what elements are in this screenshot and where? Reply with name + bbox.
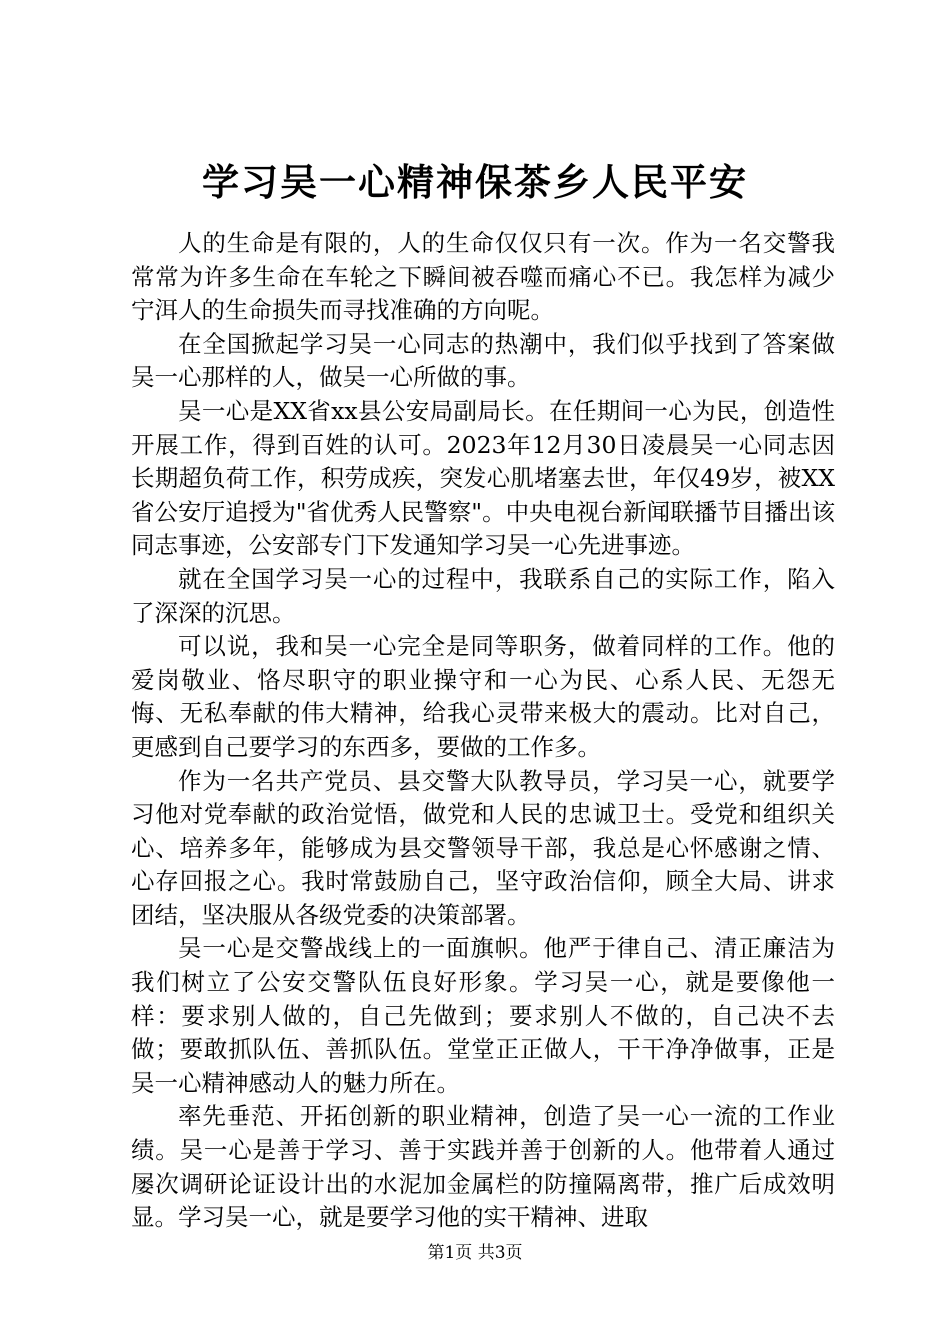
paragraph: 人的生命是有限的，人的生命仅仅只有一次。作为一名交警我常常为许多生命在车轮之下瞬间被吞噬而痛心不已。我怎样为减少宁洱人的生命损失而寻找准确的方向呢。 (131, 229, 835, 325)
page-number-footer: 第1页 共3页 (427, 1243, 523, 1263)
document-body (131, 227, 835, 1235)
document-title: 学习吴一心精神保茶乡人民平安 (202, 160, 748, 204)
paragraph: 吴一心是交警战线上的一面旗帜。他严于律自己、清正廉洁为我们树立了公安交警队伍良好形象。学习吴一心，就是要像他一样：要求别人做的，自己先做到；要求别人不做的，自己决不去做；要敢抓队伍、善抓队伍。堂堂正正做人，干干净净做事，正是吴一心精神感动人的魅力所在。 (131, 934, 835, 1097)
paragraph: 作为一名共产党员、县交警大队教导员，学习吴一心，就要学习他对党奉献的政治觉悟，做党和人民的忠诚卫士。受党和组织关心、培养多年，能够成为县交警领导干部，我总是心怀感谢之情、心存回报之心。我时常鼓励自己，坚守政治信仰，顾全大局、讲求团结，坚决服从各级党委的决策部署。 (131, 766, 835, 929)
paragraph: 可以说，我和吴一心完全是同等职务，做着同样的工作。他的爱岗敬业、恪尽职守的职业操守和一心为民、心系人民、无怨无悔、无私奉献的伟大精神，给我心灵带来极大的震动。比对自己，更感到自己要学习的东西多，要做的工作多。 (131, 632, 835, 761)
paragraph: 率先垂范、开拓创新的职业精神，创造了吴一心一流的工作业绩。吴一心是善于学习、善于实践并善于创新的人。他带着人通过屡次调研论证设计出的水泥加金属栏的防撞隔离带，推广后成效明显。学习吴一心，就是要学习他的实干精神、进取 (131, 1102, 835, 1232)
paragraph: 在全国掀起学习吴一心同志的热潮中，我们似乎找到了答案做吴一心那样的人，做吴一心所做的事。 (131, 329, 835, 392)
paragraph: 吴一心是XX省xx县公安局副局长。在任期间一心为民，创造性开展工作，得到百姓的认可。2023年12月30日凌晨吴一心同志因长期超负荷工作，积劳成疾，突发心肌堵塞去世，年仅49岁，被XX省公安厅追授为"省优秀人民警察"。中央电视台新闻联播节目播出该同志事迹，公安部专门下发通知学习吴一心先进事迹。 (131, 396, 835, 560)
paragraph: 就在全国学习吴一心的过程中，我联系自己的实际工作，陷入了深深的沉思。 (131, 564, 835, 627)
